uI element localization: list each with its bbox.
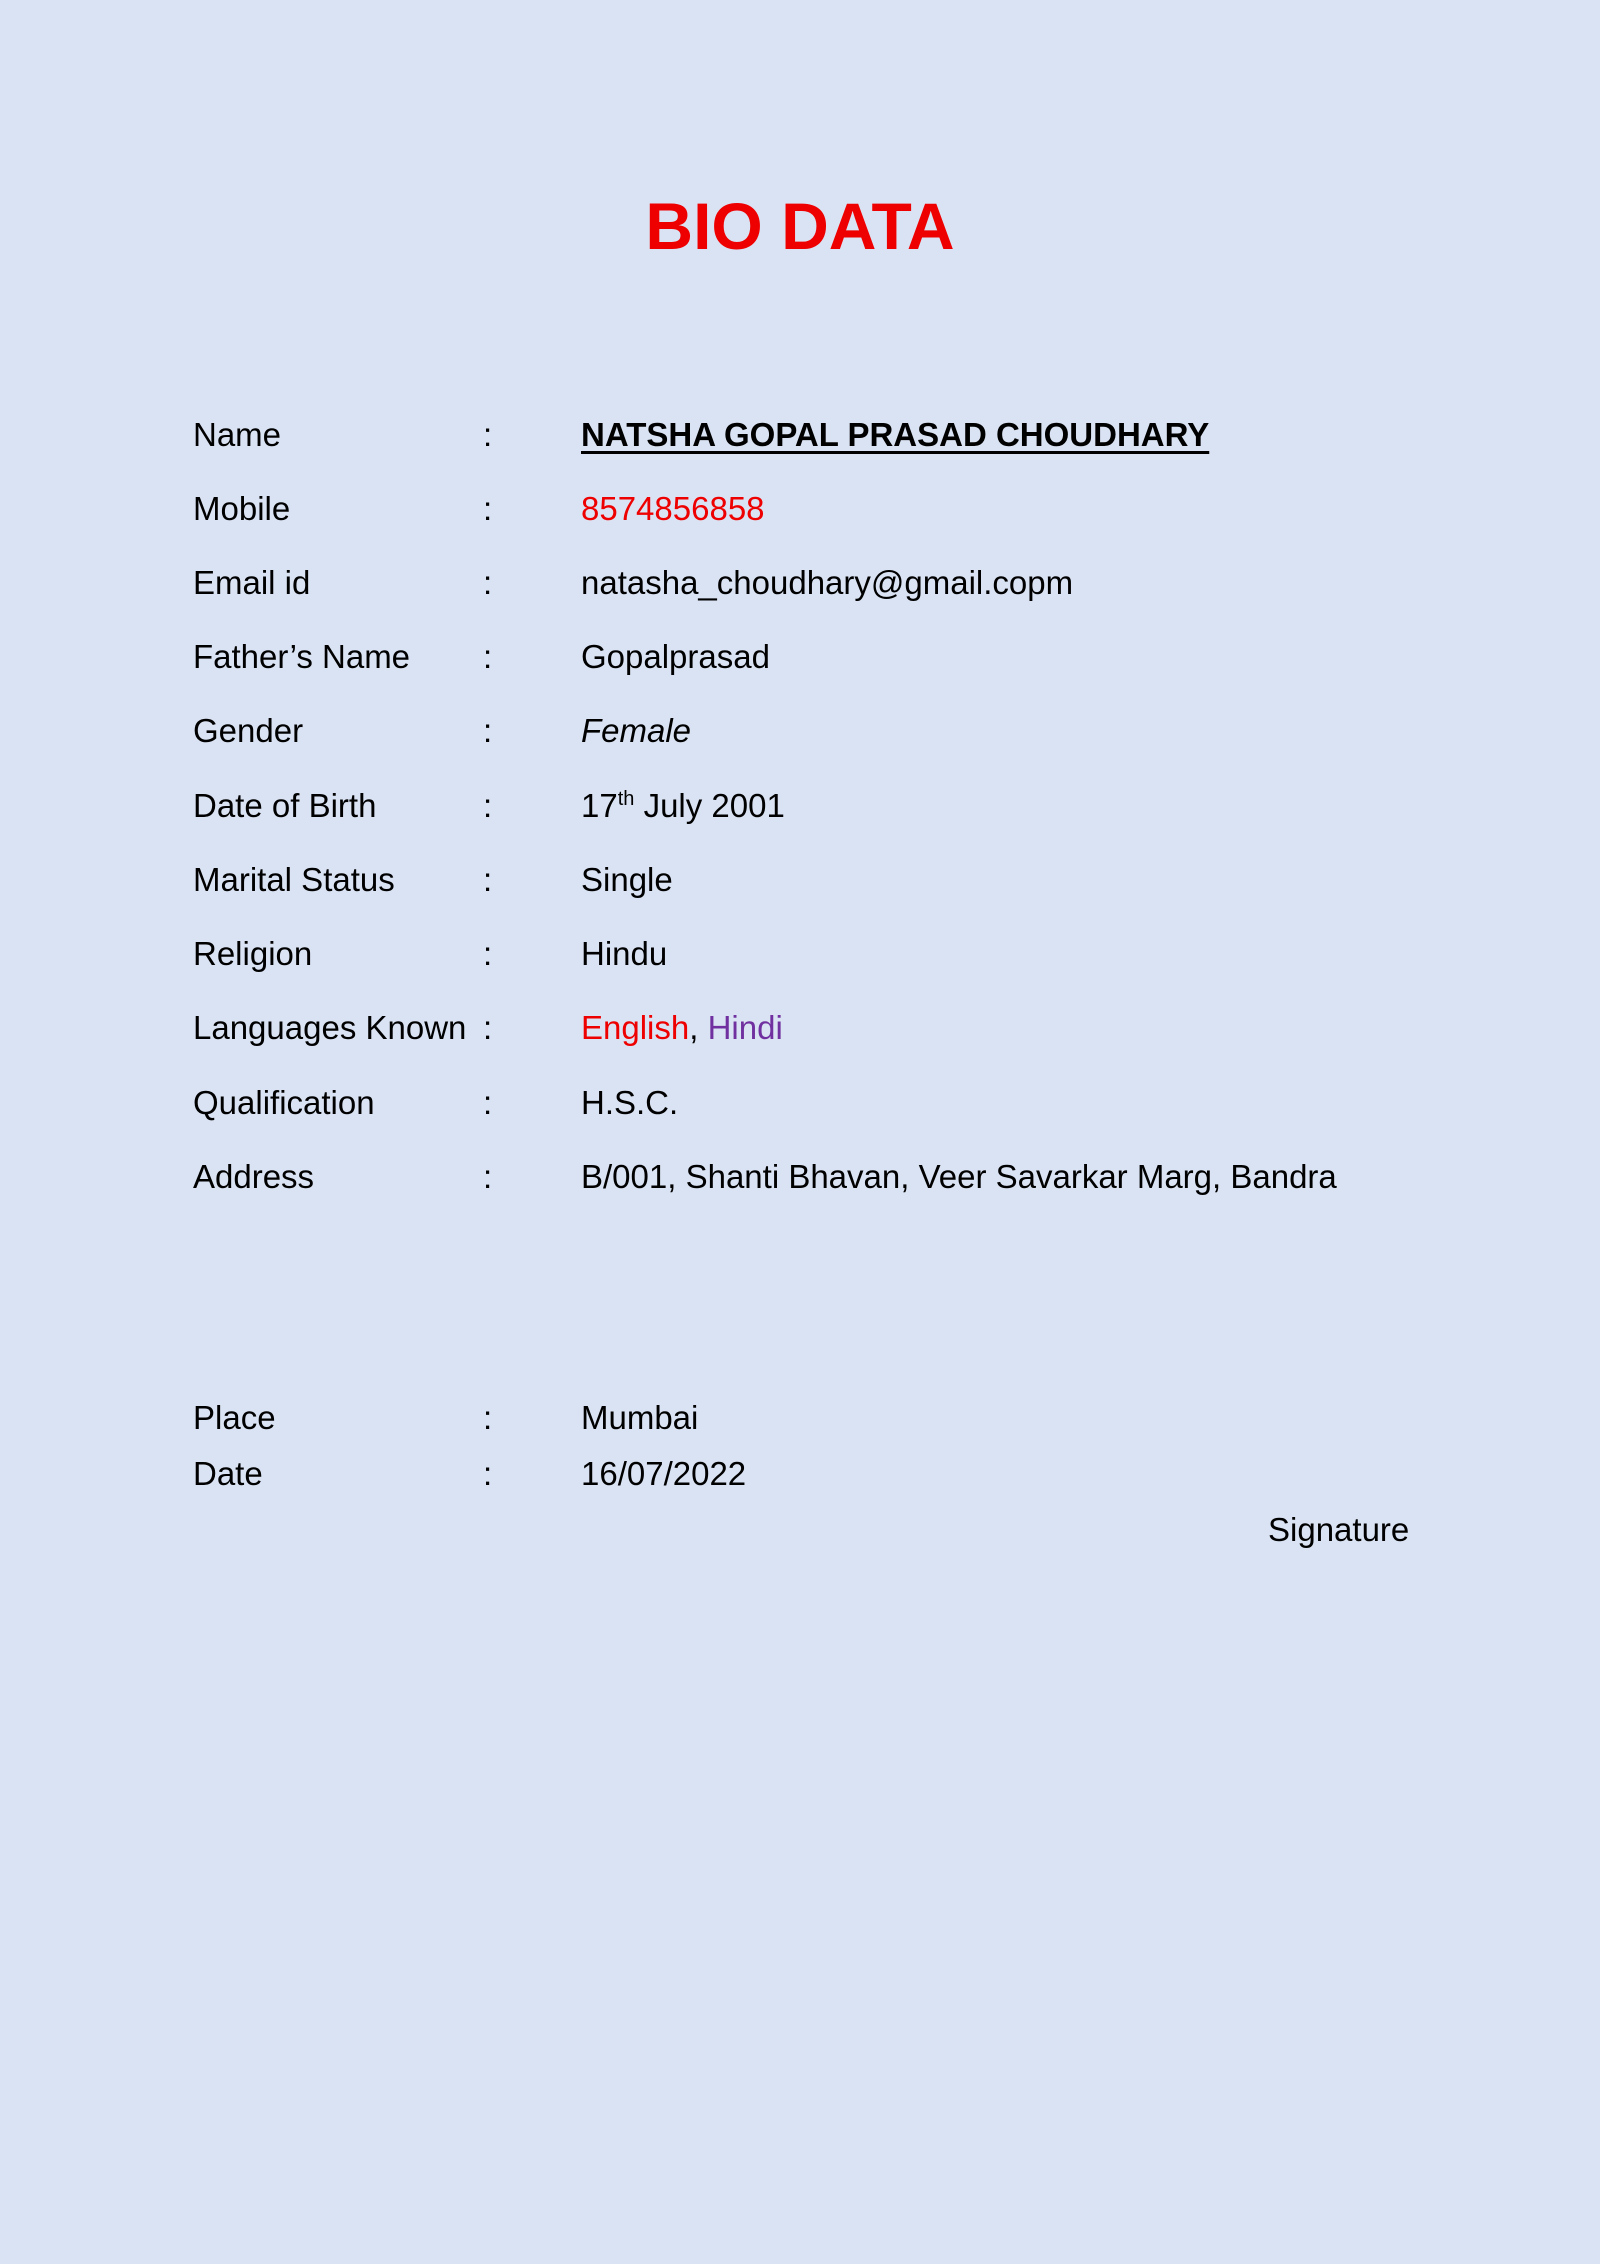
field-separator: : [483, 638, 493, 675]
field-row-place [193, 1393, 1443, 1443]
dob-ordinal-suffix: th [617, 788, 635, 810]
field-value-address: B/001, Shanti Bhavan, Veer Savarkar Marg, Bandra [581, 1158, 1337, 1195]
field-row-name [193, 410, 1443, 460]
field-value-date: 16/07/2022 [581, 1455, 747, 1492]
field-label-religion: Religion [193, 935, 313, 972]
language-separator: , [689, 1009, 708, 1046]
field-value-gender: Female [581, 712, 692, 749]
field-label-gender: Gender [193, 712, 304, 749]
field-separator: : [483, 935, 493, 972]
field-row-address [193, 1152, 1443, 1202]
field-separator: : [483, 1158, 493, 1195]
field-row-email [193, 558, 1443, 608]
field-value-mobile: 8574856858 [581, 490, 765, 527]
field-label-marital: Marital Status [193, 861, 395, 898]
field-separator: : [483, 712, 493, 749]
field-separator: : [483, 787, 493, 824]
dob-month-year: July 2001 [634, 787, 785, 824]
field-label-email: Email id [193, 564, 311, 601]
field-separator: : [483, 1009, 493, 1046]
field-value-email: natasha_choudhary@gmail.copm [581, 564, 1074, 601]
field-label-address: Address [193, 1158, 315, 1195]
field-value-father: Gopalprasad [581, 638, 770, 675]
field-row-qualification [193, 1078, 1443, 1128]
field-row-religion [193, 929, 1443, 979]
field-row-date [193, 1449, 1443, 1499]
page-title: BIO DATA [645, 189, 955, 263]
field-label-languages: Languages Known [193, 1009, 467, 1046]
field-separator: : [483, 416, 493, 453]
field-label-name: Name [193, 416, 282, 453]
field-value-place: Mumbai [581, 1399, 699, 1436]
language-english: English [581, 1009, 690, 1046]
field-row-mobile [193, 484, 1443, 534]
field-value-marital: Single [581, 861, 673, 898]
field-label-qualification: Qualification [193, 1084, 375, 1121]
field-row-marital [193, 855, 1443, 905]
field-label-father: Father’s Name [193, 638, 411, 675]
field-separator: : [483, 1455, 493, 1492]
field-label-place: Place [193, 1399, 276, 1436]
field-separator: : [483, 564, 493, 601]
signature-label: Signature [1268, 1511, 1410, 1548]
field-separator: : [483, 861, 493, 898]
language-hindi: Hindi [707, 1009, 783, 1046]
field-separator: : [483, 490, 493, 527]
field-value-religion: Hindu [581, 935, 668, 972]
field-value-name: NATSHA GOPAL PRASAD CHOUDHARY [581, 416, 1210, 453]
field-value-dob [581, 781, 785, 831]
field-row-languages [193, 1003, 1443, 1053]
field-value-qualification: H.S.C. [581, 1084, 679, 1121]
dob-day: 17 [581, 787, 618, 824]
field-row-father [193, 632, 1443, 682]
field-separator: : [483, 1399, 493, 1436]
field-row-dob [193, 781, 1443, 831]
field-label-dob: Date of Birth [193, 787, 377, 824]
field-label-mobile: Mobile [193, 490, 291, 527]
field-separator: : [483, 1084, 493, 1121]
field-value-languages [581, 1003, 783, 1053]
field-label-date: Date [193, 1455, 263, 1492]
field-row-gender [193, 706, 1443, 756]
